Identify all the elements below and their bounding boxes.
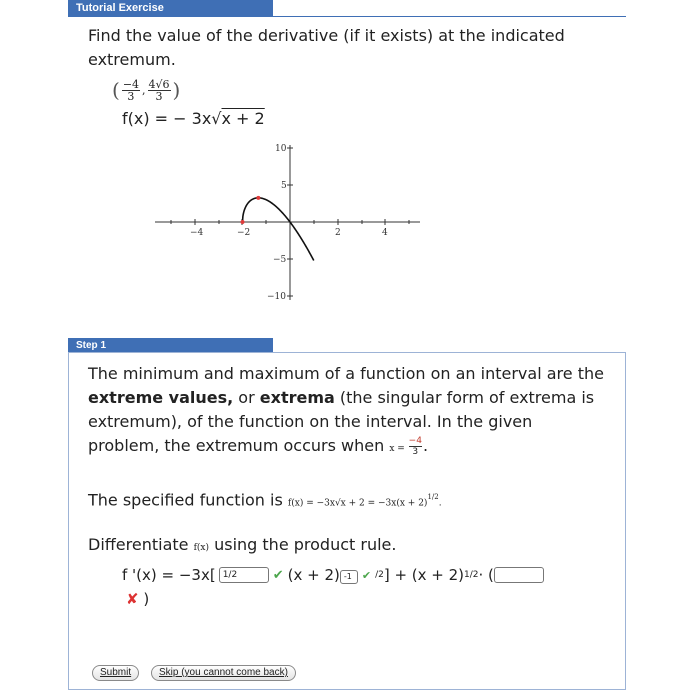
fx-inline: f(x) xyxy=(193,543,210,553)
para3-text: Differentiate xyxy=(88,535,194,554)
para1-text: (the singular form of extrema is extremum), of the function on the interval. In the given problem, the extremum occurs when xyxy=(88,388,595,455)
derivative-lhs: f '(x) = −3x[ xyxy=(122,566,216,584)
derivative-rest-exponent: 1/2 xyxy=(464,570,479,580)
para2-text: The specified function is xyxy=(88,490,288,510)
point-y-num: 4√6 xyxy=(148,77,170,91)
extremum-point: ( $\frac{-4}{3}$ , $\frac{4√6}{3}$ ) xyxy=(112,77,181,103)
step-paragraph-1: The minimum and maximum of a function on an interval are the extreme values, or extrema (the singular form of extrema is extremum), of the function on the interval. In the given problem, the extremum occurs when x = $\frac{-4}{3}$ . xyxy=(88,364,604,457)
step-paragraph-2: The specified function is $f(x) = -3x√x + 2 = -3x(x + 2)^{1/2}$. xyxy=(88,490,442,510)
function-radicand: x + 2 xyxy=(221,109,265,128)
x-value-fraction xyxy=(409,436,422,457)
extremum-marker xyxy=(256,196,260,200)
derivative-expression xyxy=(122,566,544,584)
function-curve xyxy=(243,198,314,261)
header-divider xyxy=(68,16,626,17)
function-graph xyxy=(155,140,420,305)
x-tick-label: −2 xyxy=(237,228,251,238)
correct-check-icon: ✔ xyxy=(272,567,284,583)
step-paragraph-3 xyxy=(88,533,608,560)
x-tick-label: 2 xyxy=(335,228,341,238)
y-tick-label: 5 xyxy=(281,181,287,191)
derivative-line-2 xyxy=(126,590,149,608)
correct-check-icon: ✔ xyxy=(361,568,372,582)
exponent-tail: /2 xyxy=(375,570,384,580)
incorrect-cross-icon: ✘ xyxy=(126,590,139,608)
curve-endpoint-marker xyxy=(241,220,245,224)
skip-button[interactable]: Skip (you cannot come back) xyxy=(151,665,296,681)
function-lhs: f(x) = − 3x√ xyxy=(122,109,222,128)
step-title: Step 1 xyxy=(76,340,107,351)
point-y xyxy=(148,79,171,102)
function-equation: f(x) = −3x√x + 2 = −3x(x + 2) xyxy=(287,498,428,509)
answer-input-3[interactable] xyxy=(494,567,544,583)
point-x-den: 3 xyxy=(127,89,135,103)
function-exponent: 1/2 xyxy=(427,493,439,501)
y-tick-label: 10 xyxy=(275,144,287,154)
x-tick-label: 4 xyxy=(382,228,388,238)
tutorial-header xyxy=(68,0,273,17)
derivative-rest2: · ( xyxy=(478,566,494,584)
point-y-den: 3 xyxy=(155,89,163,103)
x-tick-label: −4 xyxy=(190,228,204,238)
answer-input-2[interactable]: -1 xyxy=(340,570,358,584)
para1-text: The minimum and maximum of a function on an interval are the xyxy=(88,364,604,383)
problem-prompt: Find the value of the derivative (if it exists) at the indicated extremum. xyxy=(88,26,565,69)
y-tick-label: −10 xyxy=(267,292,286,302)
term-extreme-values: extreme values, xyxy=(88,388,234,407)
derivative-rest: ] + (x + 2) xyxy=(383,566,465,584)
header-title: Tutorial Exercise xyxy=(76,2,164,14)
para1-text: or xyxy=(233,388,260,407)
x-value-den: 3 xyxy=(412,447,419,457)
step-header xyxy=(68,338,273,353)
derivative-close: ) xyxy=(143,590,150,608)
x-equals: x = xyxy=(389,444,408,454)
point-x xyxy=(122,79,140,102)
term-extrema: extrema xyxy=(259,388,335,407)
submit-button[interactable]: Submit xyxy=(92,665,139,681)
derivative-mid: (x + 2) xyxy=(287,566,340,584)
answer-input-1[interactable]: 1/2 xyxy=(219,567,269,583)
para3-text: using the product rule. xyxy=(209,535,397,554)
point-x-num: −4 xyxy=(122,77,140,91)
y-tick-label: −5 xyxy=(273,255,287,265)
x-value-num: −4 xyxy=(408,436,422,446)
function-definition xyxy=(122,109,265,128)
